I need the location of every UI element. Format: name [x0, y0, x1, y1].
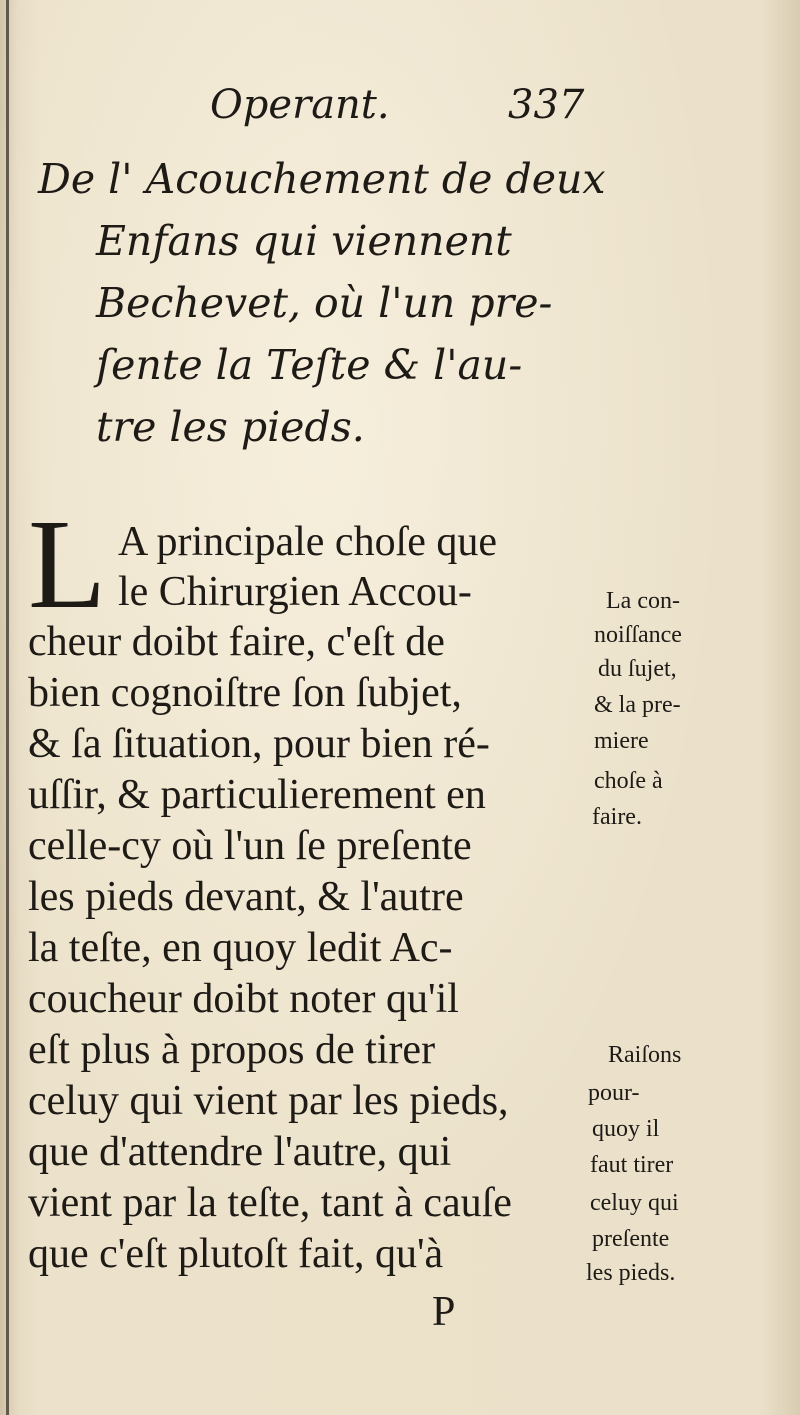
margin-note-line: pour-: [588, 1080, 640, 1106]
margin-note-line: faire.: [592, 804, 642, 830]
body-line: eſt plus à propos de tirer: [28, 1027, 436, 1073]
margin-note-line: preſente: [592, 1226, 670, 1252]
margin-note-line: choſe à: [594, 768, 663, 794]
margin-note-line: miere: [594, 728, 649, 754]
drop-cap: L: [28, 493, 107, 635]
catchword: P: [432, 1289, 456, 1335]
chapter-title-line: Enfans qui viennent: [96, 217, 512, 265]
body-line: celle-cy où l'un ſe preſente: [28, 823, 472, 869]
margin-note-line: les pieds.: [586, 1260, 676, 1286]
body-line: les pieds devant, & l'autre: [28, 874, 464, 920]
chapter-title-line: Bechevet, où l'un pre-: [96, 279, 553, 327]
chapter-title-line: De l' Acouchement de deux: [38, 155, 606, 203]
chapter-title-line: ſente la Teſte & l'au-: [96, 341, 523, 389]
body-line: uſſir, & particulierement en: [28, 772, 486, 818]
margin-note-line: Raiſons: [608, 1042, 682, 1068]
margin-note-line: du ſujet,: [598, 656, 677, 682]
body-line: bien cognoiſtre ſon ſubjet,: [28, 670, 462, 716]
body-line: la teſte, en quoy ledit Ac-: [28, 925, 453, 971]
body-line: coucheur doibt noter qu'il: [28, 976, 459, 1022]
margin-note-line: & la pre-: [594, 692, 681, 718]
margin-note-line: La con-: [606, 588, 680, 614]
body-line: le Chirurgien Accou-: [118, 569, 472, 615]
body-line: celuy qui vient par les pieds,: [28, 1078, 509, 1124]
margin-note-line: faut tirer: [590, 1152, 674, 1178]
body-line: & ſa ſituation, pour bien ré-: [28, 721, 490, 767]
margin-note-line: quoy il: [592, 1116, 660, 1142]
body-line: que c'eſt plutoſt fait, qu'à: [28, 1231, 444, 1277]
body-line: cheur doibt faire, c'eſt de: [28, 619, 445, 665]
margin-note-line: noiſſance: [594, 622, 682, 648]
body-line: que d'attendre l'autre, qui: [28, 1129, 452, 1175]
running-head: Operant.: [210, 82, 390, 128]
chapter-title-line: tre les pieds.: [96, 403, 365, 451]
margin-note-line: celuy qui: [590, 1190, 679, 1216]
body-line: A principale choſe que: [118, 519, 498, 565]
page-number: 337: [508, 82, 585, 128]
body-line: vient par la teſte, tant à cauſe: [28, 1180, 512, 1226]
